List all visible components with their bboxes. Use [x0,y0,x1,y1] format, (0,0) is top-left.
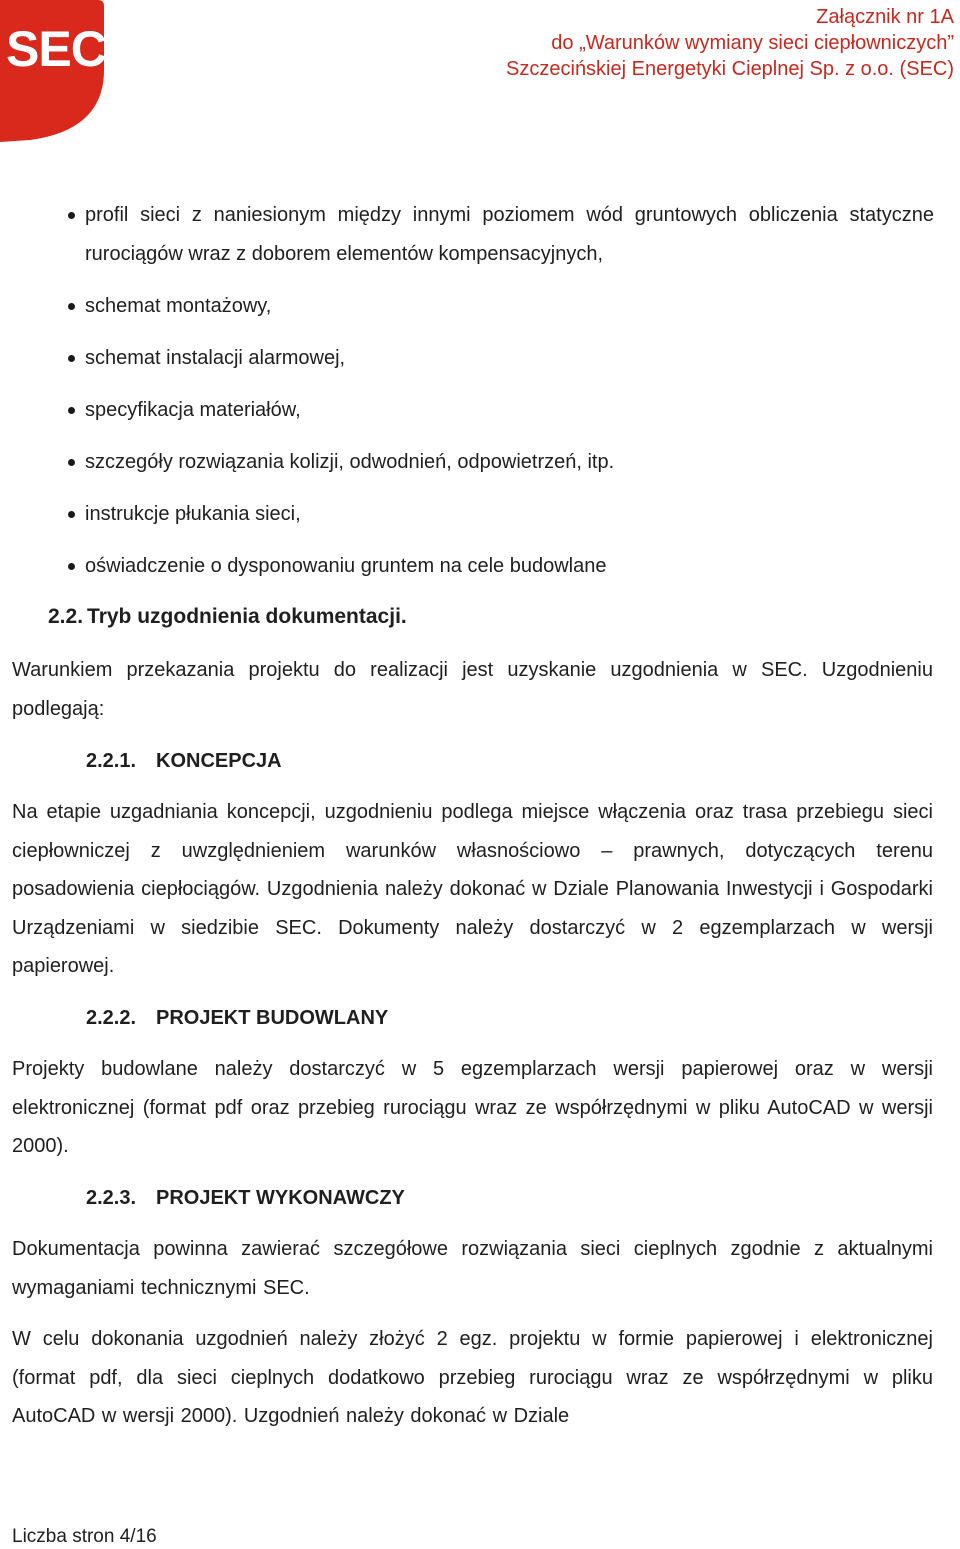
section-heading [48,597,407,637]
list-item: specyfikacja materiałów, [60,391,934,430]
list-item: oświadczenie o dysponowaniu gruntem na cele budowlane [60,547,934,586]
executive-project-paragraph: Dokumentacja powinna zawierać szczegółowe rozwiązania sieci cieplnych zgodnie z aktualnymi wymaganiami technicznymi SEC. [12,1238,933,1299]
header-line-title: do „Warunków wymiany sieci ciepłowniczych” [551,32,954,54]
subsection-heading-building-project [86,998,388,1038]
subsection-title: PROJEKT BUDOWLANY [156,1007,389,1029]
list-item: schemat instalacji alarmowej, [60,339,934,378]
subsection-title: KONCEPCJA [156,750,282,772]
bullet-icon [68,212,75,219]
subsection-heading-executive-project [86,1178,405,1218]
section-number: 2.2. [48,605,84,628]
bullet-icon [68,459,75,466]
bullet-icon [68,355,75,362]
header-line-company: Szczecińskiej Energetyki Cieplnej Sp. z o.o. (SEC) [506,58,954,80]
list-item: profil sieci z naniesionym między innymi poziomem wód gruntowych obliczenia statyczne rurociągów wraz z doborem elementów kompensacyjnych, [60,196,934,273]
page-counter: Liczba stron 4/16 [12,1526,157,1547]
section-title: Tryb uzgodnienia dokumentacji. [87,605,407,628]
svg-text:SEC: SEC [6,21,106,77]
building-project-paragraph: Projekty budowlane należy dostarczyć w 5 egzemplarzach wersji papierowej oraz w wersji elektronicznej (format pdf oraz przebieg rurociągu wraz ze współrzędnymi w pliku AutoCAD w wersji 2000). [12,1058,933,1157]
subsection-number: 2.2.3. [86,1187,137,1209]
header-line-attachment: Załącznik nr 1A [816,6,954,28]
bullet-icon [68,407,75,414]
list-item: schemat montażowy, [60,287,934,326]
bullet-icon [68,563,75,570]
sec-logo [0,0,108,144]
subsection-title: PROJEKT WYKONAWCZY [156,1187,405,1209]
list-item: szczegóły rozwiązania kolizji, odwodnień, odpowietrzeń, itp. [60,443,934,482]
document-header [506,4,954,82]
section-intro-paragraph: Warunkiem przekazania projektu do realizacji jest uzyskanie uzgodnienia w SEC. Uzgodnieniu podlegają: [12,659,933,720]
requirements-bullet-list [60,196,934,599]
bullet-icon [68,511,75,518]
subsection-number: 2.2.1. [86,750,137,772]
agreement-procedure-paragraph: W celu dokonania uzgodnień należy złożyć 2 egz. projektu w formie papierowej i elektronicznej (format pdf, dla sieci cieplnych dodatkowo przebieg rurociągu wraz ze współrzędnymi w pliku AutoCAD w wersji 2000). Uzgodnień należy dokonać w Dziale [12,1328,933,1427]
bullet-icon [68,303,75,310]
concept-paragraph: Na etapie uzgadniania koncepcji, uzgodnieniu podlega miejsce włączenia oraz trasa przebiegu sieci ciepłowniczej z uwzględnieniem warunków własnościowo – prawnych, dotyczących terenu posadowienia ciepłociągów. Uzgodnienia należy dokonać w Dziale Planowania Inwestycji i Gospodarki Urządzeniami w siedzibie SEC. Dokumenty należy dostarczyć w 2 egzemplarzach w wersji papierowej. [12,801,933,977]
subsection-number: 2.2.2. [86,1007,137,1029]
subsection-heading-concept [86,741,282,781]
list-item: instrukcje płukania sieci, [60,495,934,534]
